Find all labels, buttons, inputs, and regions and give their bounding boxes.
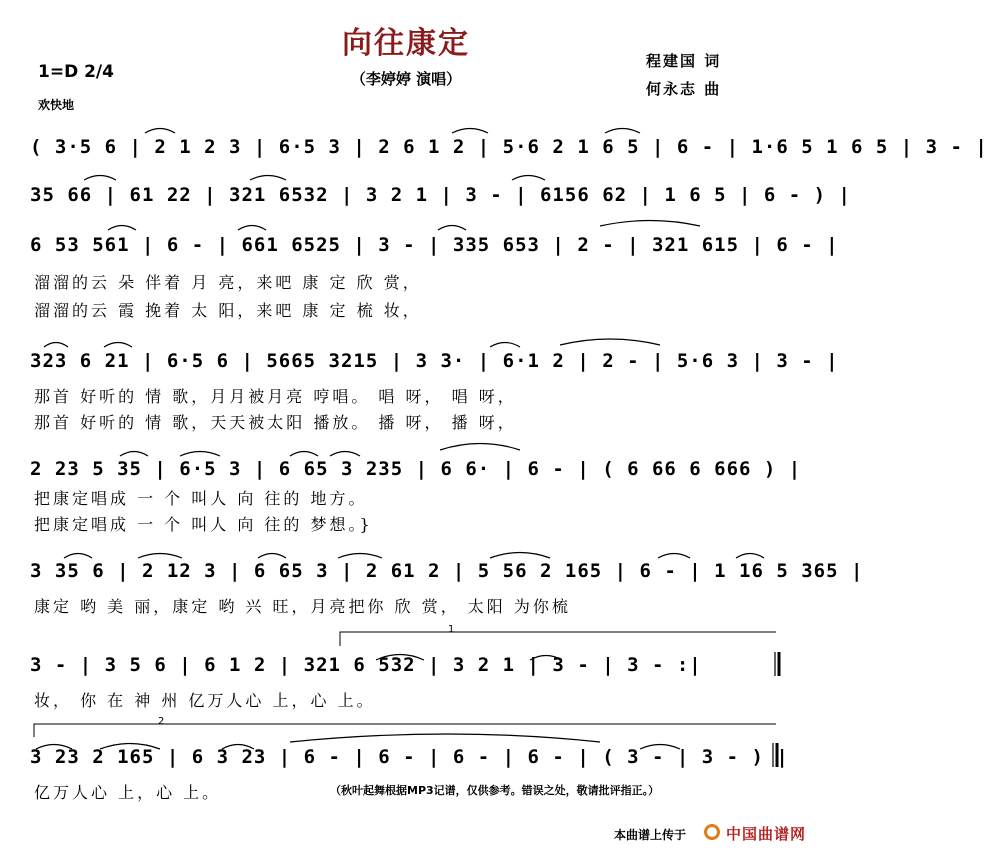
- lyric-row-5: 把康定唱成 一 个 叫人 向 往的 地方。: [34, 489, 368, 508]
- composer-credit: 何永志 曲: [646, 80, 722, 98]
- slur: [108, 226, 136, 231]
- slur: [600, 221, 700, 227]
- lyric-row-1: 溜溜的云 朵 伴着 月 亮，来吧 康 定 欣 赏，: [34, 273, 422, 292]
- volta-2-label: 2: [158, 716, 165, 727]
- volta-1-label: 1: [448, 624, 455, 635]
- slur: [104, 343, 132, 348]
- key-signature: 1=D 2/4: [38, 62, 114, 82]
- slur: [560, 339, 660, 345]
- slur: [64, 554, 92, 559]
- music-row-8: 3 23 2 165 | 6 3 23 | 6 - | 6 - | 6 - | 6 - | ( 3 - | 3 - ) |: [30, 746, 789, 768]
- slur: [145, 129, 175, 134]
- logo-text: 中国曲谱网: [726, 825, 807, 843]
- music-row-4: 323 6 21 | 6·5 6 | 5665 3215 | 3 3· | 6·1 2 | 2 - | 5·6 3 | 3 - |: [30, 350, 839, 372]
- music-row-2: 35 66 | 61 22 | 321 6532 | 3 2 1 | 3 - | 6156 62 | 1 6 5 | 6 - ) |: [30, 184, 851, 206]
- slur: [330, 452, 360, 457]
- slur: [250, 176, 286, 181]
- slur: [490, 343, 520, 348]
- logo-icon: [704, 824, 720, 840]
- slur: [258, 554, 286, 559]
- slur: [120, 452, 148, 457]
- slur: [736, 554, 764, 559]
- song-title: 向往康定: [342, 26, 470, 61]
- lyric-row-8: 妆， 你 在 神 州 亿万人心 上，心 上。: [34, 691, 376, 710]
- music-row-5: 2 23 5 35 | 6·5 3 | 6 65 3 235 | 6 6· | 6 - | ( 6 66 6 666 ) |: [30, 458, 802, 480]
- slur: [84, 176, 116, 181]
- transcriber-note: （秋叶起舞根据MP3记谱，仅供参考。错误之处，敬请批评指正。）: [330, 784, 660, 797]
- volta-1-bracket: [340, 632, 776, 646]
- slur: [512, 176, 545, 181]
- performer-subtitle: （李婷婷 演唱）: [350, 70, 462, 88]
- slur: [290, 452, 318, 457]
- slur: [438, 226, 466, 231]
- slur: [338, 554, 382, 559]
- lyricist-credit: 程建国 词: [646, 52, 722, 70]
- music-row-7: 3 - | 3 5 6 | 6 1 2 | 321 6 532 | 3 2 1 | 3 - | 3 - :|: [30, 654, 702, 676]
- music-row-1: ( 3·5 6 | 2 1 2 3 | 6·5 3 | 2 6 1 2 | 5·6 2 1 6 5 | 6 - | 1·6 5 1 6 5 | 3 - |: [30, 136, 988, 158]
- music-row-3: 6 53 561 | 6 - | 661 6525 | 3 - | 335 653 | 2 - | 321 615 | 6 - |: [30, 234, 839, 256]
- site-logo[interactable]: [704, 822, 808, 844]
- lyric-row-3: 那首 好听的 情 歌，月月被月亮 哼唱。 唱 呀， 唱 呀，: [34, 387, 517, 406]
- slur: [605, 129, 640, 134]
- lyric-row-6: 把康定唱成 一 个 叫人 向 往的 梦想。}: [34, 515, 373, 534]
- slur: [238, 226, 266, 231]
- slur: [440, 444, 520, 451]
- slur: [290, 734, 600, 742]
- slur: [490, 553, 550, 559]
- slur: [138, 554, 182, 559]
- lyric-row-4: 那首 好听的 情 歌，天天被太阳 播放。 播 呀， 播 呀，: [34, 413, 517, 432]
- lyric-row-2: 溜溜的云 霞 挽着 太 阳，来吧 康 定 梳 妆，: [34, 301, 422, 320]
- slur: [452, 129, 488, 134]
- music-row-6: 3 35 6 | 2 12 3 | 6 65 3 | 2 61 2 | 5 56 2 165 | 6 - | 1 16 5 365 |: [30, 560, 864, 582]
- tempo-marking: 欢快地: [38, 98, 75, 112]
- slur: [658, 554, 690, 559]
- slur: [180, 452, 220, 457]
- slur: [44, 343, 68, 348]
- lyric-row-7: 康定 哟 美 丽，康定 哟 兴 旺，月亮把你 欣 赏， 太阳 为你梳: [34, 597, 571, 616]
- lyric-row-9: 亿万人心 上，心 上。: [34, 783, 222, 802]
- upload-footer: 本曲谱上传于: [614, 828, 687, 842]
